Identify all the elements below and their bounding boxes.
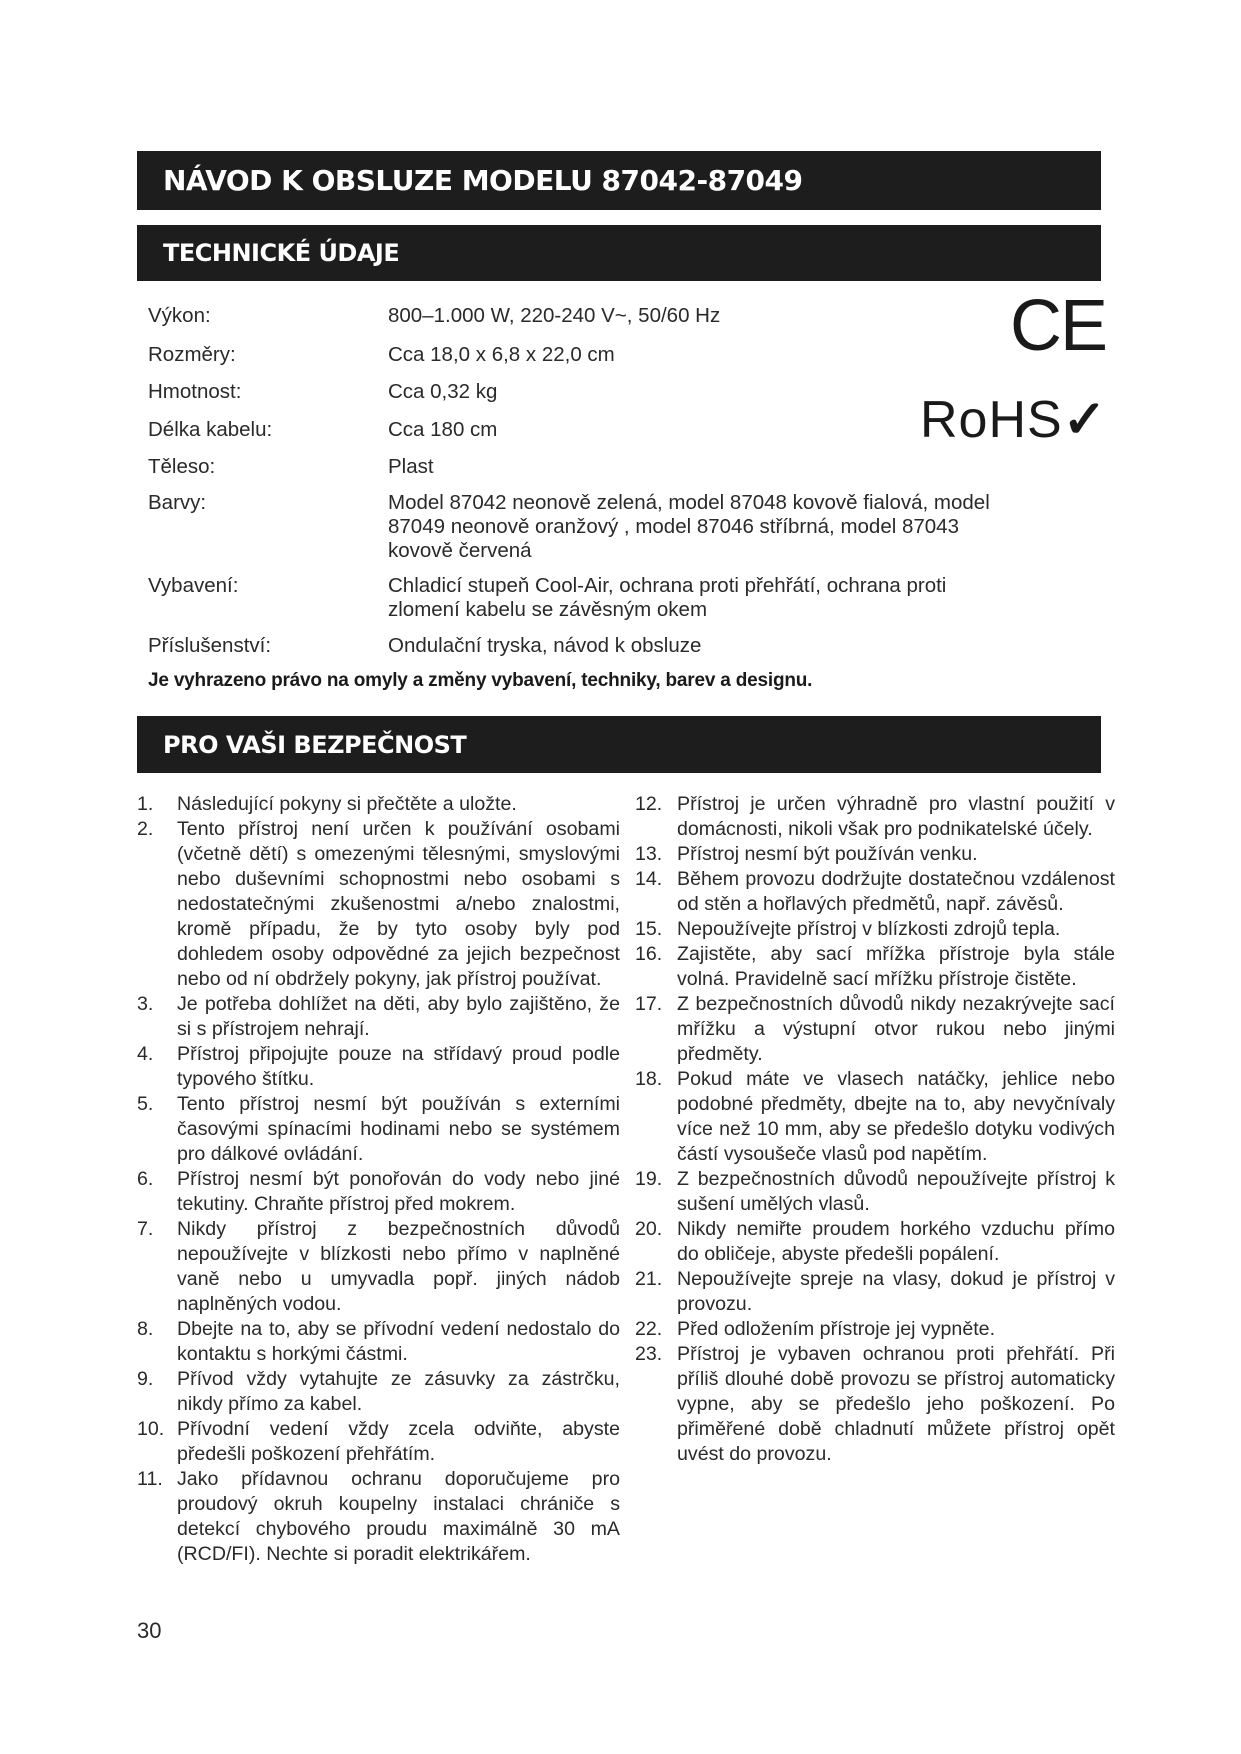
safety-item-text: Nikdy nemiřte proudem horkého vzduchu přímo do obličeje, abyste předešli popálení. (677, 1218, 1115, 1265)
page-title (137, 151, 1101, 210)
disclaimer: Je vyhrazeno právo na omyly a změny vybavení, techniky, barev a designu. (148, 670, 813, 691)
spec-label-body: Těleso: (148, 455, 216, 478)
safety-item (635, 1342, 1115, 1467)
safety-item-text: Nepoužívejte spreje na vlasy, dokud je přístroj v provozu. (677, 1268, 1115, 1315)
safety-item-number: 16. (635, 943, 663, 965)
safety-item (635, 1317, 1115, 1342)
safety-item (135, 992, 620, 1042)
safety-item (135, 817, 620, 992)
safety-item-text: Je potřeba dohlížet na děti, aby bylo zajištěno, že si s přístrojem nehrají. (177, 993, 620, 1040)
ce-mark-icon: CE (1010, 286, 1107, 366)
safety-item-number: 11. (137, 1468, 163, 1490)
safety-item (635, 1167, 1115, 1217)
safety-item (135, 1317, 620, 1367)
safety-item-number: 19. (635, 1168, 663, 1190)
section-heading-safety-text: PRO VAŠI BEZPEČNOST (163, 730, 467, 759)
safety-item-number: 6. (137, 1168, 154, 1190)
spec-label-equipment: Vybavení: (148, 574, 239, 597)
safety-item-text: Přístroj je určen výhradně pro vlastní použití v domácnosti, nikoli však pro podnikatelské účely. (677, 793, 1115, 840)
safety-item-text: Pokud máte ve vlasech natáčky, jehlice nebo podobné předměty, dbejte na to, aby nevyčnívaly více než 10 mm, aby se předešlo dotyku vodivých částí vysoušeče vlasů pod napětím. (677, 1068, 1115, 1165)
safety-item (635, 942, 1115, 992)
safety-list-right (635, 792, 1115, 1467)
safety-item-text: Zajistěte, aby sací mřížka přístroje byla stále volná. Pravidelně sací mřížku přístroje čistěte. (677, 943, 1115, 990)
safety-item (635, 867, 1115, 917)
safety-item-number: 7. (137, 1218, 154, 1240)
safety-item-number: 22. (635, 1318, 663, 1340)
safety-item (135, 1467, 620, 1567)
spec-label-cable-length: Délka kabelu: (148, 418, 273, 441)
safety-list-left (135, 792, 620, 1567)
safety-item-text: Nepoužívejte přístroj v blízkosti zdrojů tepla. (677, 918, 1061, 940)
safety-item-text: Tento přístroj nesmí být používán s externími časovými spínacími hodinami nebo se systémem pro dálkové ovládání. (177, 1093, 620, 1165)
safety-item-text: Přístroj nesmí být ponořován do vody nebo jiné tekutiny. Chraňte přístroj před mokrem. (177, 1168, 620, 1215)
safety-item-number: 14. (635, 868, 663, 890)
safety-item-text: Dbejte na to, aby se přívodní vedení nedostalo do kontaktu s horkými částmi. (177, 1318, 620, 1365)
safety-item-number: 13. (635, 843, 663, 865)
safety-item-text: Před odložením přístroje jej vypněte. (677, 1318, 996, 1340)
rohs-mark-icon (920, 390, 1107, 450)
check-icon: ✓ (1062, 391, 1108, 449)
safety-item (135, 1217, 620, 1317)
spec-value-dimensions: Cca 18,0 x 6,8 x 22,0 cm (388, 343, 615, 366)
safety-item-text: Přívodní vedení vždy zcela odviňte, abyste předešli poškození přehřátím. (177, 1418, 620, 1465)
safety-item (135, 1167, 620, 1217)
safety-item (635, 992, 1115, 1067)
safety-item-text: Tento přístroj není určen k používání osobami (včetně dětí) s omezenými tělesnými, smyslovými nebo duševními schopnostmi nebo osobami s nedostatečnými zkušenostmi a/nebo znalostmi, kromě případu, že by tyto osoby byly pod dohledem osoby odpovědné za jejich bezpečnost nebo od ní obdržely pokyny, jak přístroj používat. (177, 818, 620, 990)
safety-item (635, 792, 1115, 842)
spec-label-colors: Barvy: (148, 491, 207, 514)
safety-item (135, 1042, 620, 1092)
safety-item-text: Následující pokyny si přečtěte a uložte. (177, 793, 517, 815)
safety-item-number: 23. (635, 1343, 663, 1365)
safety-item-text: Přístroj připojujte pouze na střídavý proud podle typového štítku. (177, 1043, 620, 1090)
safety-item (135, 792, 620, 817)
safety-item-number: 20. (635, 1218, 663, 1240)
spec-label-power: Výkon: (148, 304, 211, 327)
safety-item-number: 9. (137, 1368, 154, 1390)
safety-item (635, 842, 1115, 867)
safety-item-number: 1. (137, 793, 154, 815)
safety-item-text: Přístroj je vybaven ochranou proti přehřátí. Při příliš dlouhé době provozu se přístroj automaticky vypne, aby se předešlo jeho poškození. Po přiměřené době chladnutí můžete přístroj opět uvést do provozu. (677, 1343, 1115, 1465)
safety-item-number: 10. (137, 1418, 165, 1440)
safety-item-number: 8. (137, 1318, 154, 1340)
section-heading-technical (137, 225, 1101, 281)
spec-value-equipment: Chladicí stupeň Cool-Air, ochrana proti přehřátí, ochrana proti zlomení kabelu se závěsným okem (388, 574, 947, 621)
safety-item-text: Přívod vždy vytahujte ze zásuvky za zástrčku, nikdy přímo za kabel. (177, 1368, 620, 1415)
safety-item (635, 1217, 1115, 1267)
page-title-text: NÁVOD K OBSLUZE MODELU 87042-87049 (163, 164, 803, 197)
safety-item-text: Přístroj nesmí být používán venku. (677, 843, 978, 865)
safety-item-number: 5. (137, 1093, 154, 1115)
spec-label-accessories: Příslušenství: (148, 634, 272, 657)
spec-label-weight: Hmotnost: (148, 380, 242, 403)
spec-label-dimensions: Rozměry: (148, 343, 236, 366)
spec-value-colors: Model 87042 neonově zelená, model 87048 kovově fialová, model 87049 neonově oranžový , model 87046 stříbrná, model 87043 kovově červená (388, 491, 990, 562)
spec-value-accessories: Ondulační tryska, návod k obsluze (388, 634, 702, 657)
spec-value-weight: Cca 0,32 kg (388, 380, 498, 403)
spec-value-power: 800–1.000 W, 220-240 V~, 50/60 Hz (388, 304, 721, 327)
safety-item-text: Jako přídavnou ochranu doporučujeme pro proudový okruh koupelny instalaci chrániče s detekcí chybového proudu maximálně 30 mA (RCD/FI). Nechte si poradit elektrikářem. (177, 1468, 620, 1565)
safety-item-text: Z bezpečnostních důvodů nikdy nezakrývejte sací mřížku a výstupní otvor rukou nebo jinými předměty. (677, 993, 1115, 1065)
safety-item-number: 21. (635, 1268, 663, 1290)
spec-value-body: Plast (388, 455, 434, 478)
safety-item-number: 4. (137, 1043, 154, 1065)
safety-item-number: 12. (635, 793, 663, 815)
safety-item-number: 2. (137, 818, 154, 840)
section-heading-safety (137, 716, 1101, 773)
safety-item-text: Během provozu dodržujte dostatečnou vzdálenost od stěn a hořlavých předmětů, např. závěsů. (677, 868, 1115, 915)
safety-item-text: Nikdy přístroj z bezpečnostních důvodů nepoužívejte v blízkosti nebo přímo v naplněné vaně nebo u umyvadla popř. jiných nádob naplněných vodou. (177, 1218, 620, 1315)
safety-item-number: 18. (635, 1068, 663, 1090)
safety-item (135, 1417, 620, 1467)
rohs-text: RoHS (920, 391, 1063, 449)
safety-item-text: Z bezpečnostních důvodů nepoužívejte přístroj k sušení umělých vlasů. (677, 1168, 1115, 1215)
safety-item (635, 1067, 1115, 1167)
safety-item (135, 1092, 620, 1167)
safety-item-number: 15. (635, 918, 663, 940)
safety-item (135, 1367, 620, 1417)
spec-value-cable-length: Cca 180 cm (388, 418, 498, 441)
safety-item-number: 17. (635, 993, 663, 1015)
safety-item (635, 1267, 1115, 1317)
section-heading-technical-text: TECHNICKÉ ÚDAJE (163, 239, 400, 267)
safety-item (635, 917, 1115, 942)
safety-item-number: 3. (137, 993, 154, 1015)
page-number: 30 (137, 1618, 162, 1643)
